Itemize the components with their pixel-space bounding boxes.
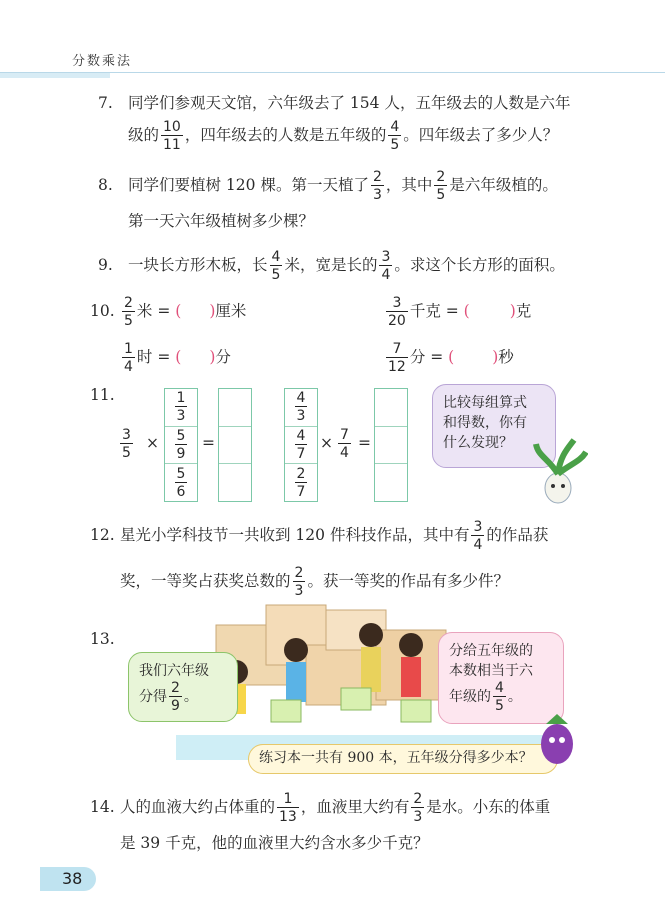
right-speech-bubble: 分给五年级的 本数相当于六 年级的 $\frac{4}{5}$ 。 xyxy=(438,632,564,724)
hint-speech-bubble: 比较每组算式 和得数，你有 什么发现？ xyxy=(432,384,556,468)
answer-box[interactable] xyxy=(219,389,251,427)
times-sign: × xyxy=(146,434,159,452)
answer-box[interactable] xyxy=(219,464,251,501)
question-10-item-4: $\frac{7}{12}$ 分 = ( )秒 xyxy=(388,341,514,375)
factor-column-2: $\frac{4}{3}$ $\frac{4}{7}$ $\frac{2}{7}$ xyxy=(284,388,318,502)
question-12: 12. 星光小学科技节一共收到 120 件科技作品，其中有 $\frac{3}{4}$ 的作品获 xyxy=(90,519,549,553)
left-operand xyxy=(118,428,135,460)
fraction: $\frac{3}{20}$ xyxy=(388,295,406,329)
answer-box[interactable] xyxy=(375,427,407,465)
question-7-line-2: 级的 $\frac{10}{11}$ ，四年级去的人数是五年级的 $\frac{4}{5}$ 。四年级去了多少人？ xyxy=(128,119,559,153)
page-number: 38 xyxy=(62,869,83,888)
equals-sign: = xyxy=(202,434,215,452)
fraction: $\frac{3}{4}$ xyxy=(381,249,391,283)
question-12-line-2: 奖，一等奖占获奖总数的 $\frac{2}{3}$ 。获一等奖的作品有多少件？ xyxy=(120,565,509,599)
fraction: $\frac{1}{4}$ xyxy=(124,341,133,375)
eggplant-mascot-illustration xyxy=(532,708,582,768)
question-8-line-2: 第一天六年级植树多少棵？ xyxy=(128,212,315,230)
question-7: 7. 同学们参观天文馆，六年级去了 154 人，五年级去的人数是六年 xyxy=(98,94,571,112)
fraction: $\frac{2}{5}$ xyxy=(124,295,133,329)
fraction: $\frac{2}{3}$ xyxy=(372,169,382,203)
header-accent-bar xyxy=(0,73,110,78)
question-number-13: 13. xyxy=(90,630,115,648)
fraction: $\frac{3}{4}$ xyxy=(473,519,483,553)
fraction: $\frac{7}{12}$ xyxy=(388,341,406,375)
factor-column-1: $\frac{1}{3}$ $\frac{5}{9}$ $\frac{5}{6}$ xyxy=(164,388,198,502)
question-8: 8. 同学们要植树 120 棵。第一天植了 $\frac{2}{3}$ ，其中 $\frac{2}{5}$ 是六年级植的。 xyxy=(98,169,558,203)
question-number: 12. xyxy=(90,526,115,544)
times-sign: × xyxy=(320,434,333,452)
fraction: $\frac{1}{13}$ xyxy=(279,791,297,825)
question-14: 14. 人的血液大约占体重的 $\frac{1}{13}$ ，血液里大约有 $\frac{2}{3}$ 是水。小东的体重 xyxy=(90,791,551,825)
right-operand: $\frac{7}{4}$ xyxy=(340,427,349,461)
question-10-item-3: $\frac{1}{4}$ 时 = ( )分 xyxy=(124,341,231,375)
question-number: 10. xyxy=(90,302,115,320)
fraction: $\frac{2}{5}$ xyxy=(436,169,446,203)
chapter-title: 分数乘法 xyxy=(72,54,133,69)
question-10-item-2: $\frac{3}{20}$ 千克 = ( )克 xyxy=(388,295,532,329)
fraction: $\frac{2}{3}$ xyxy=(294,565,304,599)
radish-mascot-illustration xyxy=(528,438,588,508)
fraction: $\frac{10}{11}$ xyxy=(163,119,181,153)
question-9: 9. 一块长方形木板，长 $\frac{4}{5}$ 米，宽是长的 $\frac{3}{4}$ 。求这个长方形的面积。 xyxy=(98,249,565,283)
question-13-bubble: 练习本一共有 900 本，五年级分得多少本？ xyxy=(248,744,558,774)
question-number: 14. xyxy=(90,798,115,816)
question-10-row-1: 10. $\frac{2}{5}$ 米 = ( )厘米 xyxy=(90,295,247,329)
answer-box[interactable] xyxy=(219,427,251,465)
question-number: 9. xyxy=(98,256,113,274)
answer-column-2 xyxy=(374,388,408,502)
question-number-11: 11. xyxy=(90,386,115,404)
fraction: $\frac{2}{3}$ xyxy=(413,791,423,825)
left-speech-bubble: 我们六年级 分得 $\frac{2}{9}$ 。 xyxy=(128,652,238,722)
answer-column-1 xyxy=(218,388,252,502)
answer-box[interactable] xyxy=(375,389,407,427)
question-14-line-2: 是 39 千克，他的血液里大约含水多少千克？ xyxy=(120,834,429,852)
equals-sign: = xyxy=(358,434,371,452)
question-number: 8. xyxy=(98,176,113,194)
question-number: 7. xyxy=(98,94,113,112)
fraction: $\frac{3}{5}$ xyxy=(122,427,131,461)
fraction: $\frac{4}{5}$ xyxy=(271,249,281,283)
fraction: $\frac{4}{5}$ xyxy=(390,119,400,153)
answer-box[interactable] xyxy=(375,464,407,501)
